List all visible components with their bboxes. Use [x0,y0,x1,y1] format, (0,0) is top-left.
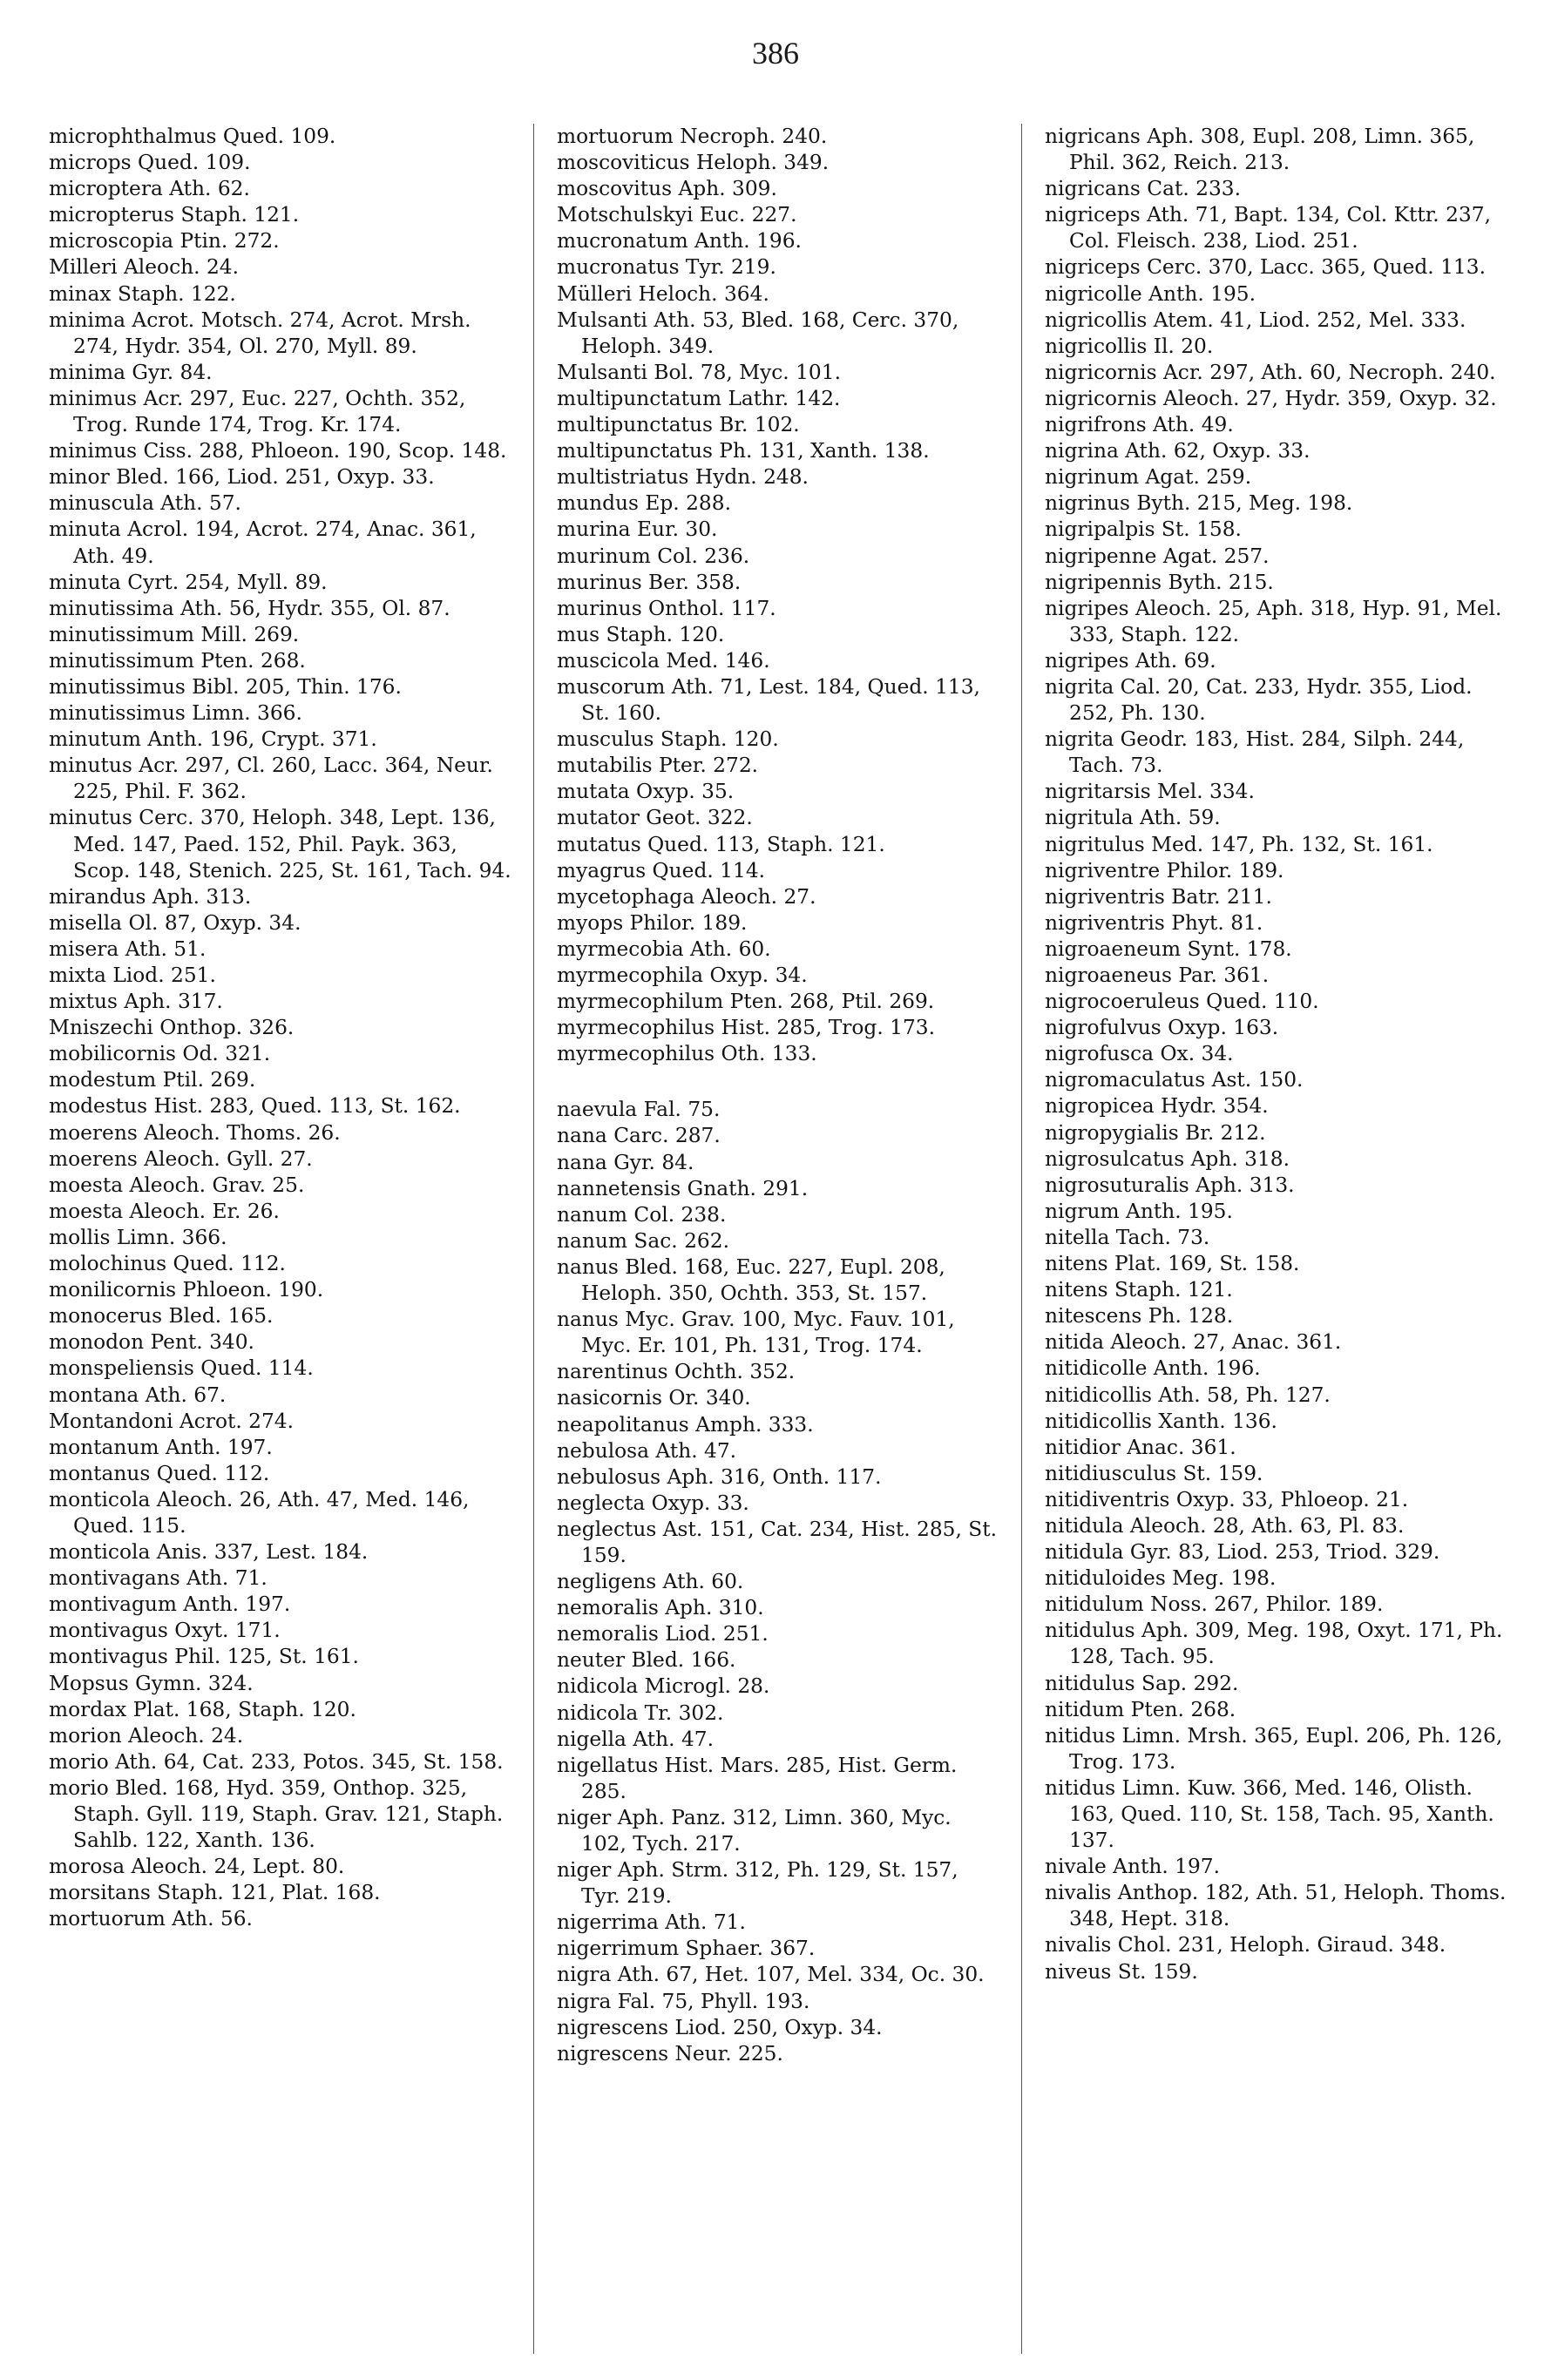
index-entry: montanus Qued. 112. [49,1461,270,1485]
index-entry: mutator Geot. 322. [557,806,753,830]
index-entry: morio Ath. 64, Cat. 233, Potos. 345, St. 158. [49,1749,504,1774]
index-entry: moesta Aleoch. Grav. 25. [49,1173,305,1197]
index-entry: moerens Aleoch. Gyll. 27. [49,1146,313,1171]
index-entry: nemoralis Liod. 251. [557,1622,769,1646]
index-entry: montana Ath. 67. [49,1383,227,1407]
index-entry: nitidiusculus St. 159. [1045,1461,1263,1485]
index-entry: nivalis Chol. 231, Heloph. Giraud. 348. [1045,1933,1446,1957]
index-entry: nanum Sac. 262. [557,1228,729,1253]
index-entry: myrmecophilus Hist. 285, Trog. 173. [557,1016,935,1040]
index-entry: nigripes Ath. 69. [1045,648,1216,673]
index-entry: murinus Ber. 358. [557,570,742,594]
index-entry: nigrofulvus Oxyp. 163. [1045,1016,1279,1040]
index-entry: montivagus Phil. 125, St. 161. [49,1645,359,1669]
index-entry: neglecta Oxyp. 33. [557,1491,749,1515]
index-entry: nanus Myc. Grav. 100, Myc. Fauv. 101, Myc. Er. 101, Ph. 131, Trog. 174. [557,1308,955,1358]
index-entry: micropterus Staph. 121. [49,203,300,227]
index-entry: nigripenne Agat. 257. [1045,544,1270,568]
index-entry: nigrina Ath. 62, Oxyp. 33. [1045,439,1311,463]
index-entry: moscoviticus Heloph. 349. [557,151,830,175]
index-entry: nigella Ath. 47. [557,1727,714,1751]
index-entry: Milleri Aleoch. 24. [49,255,239,280]
index-entry: nigricans Cat. 233. [1045,177,1242,201]
index-entry: morsitans Staph. 121, Plat. 168. [49,1881,381,1905]
index-entry: nitidus Limn. Mrsh. 365, Eupl. 206, Ph. 126, Trog. 173. [1045,1723,1503,1774]
index-entry: mus Staph. 120. [557,622,725,646]
index-entry: mucronatum Anth. 196. [557,229,802,254]
index-entry: mutatus Qued. 113, Staph. 121. [557,832,885,856]
index-entry: naevula Fal. 75. [557,1098,721,1122]
index-entry: nigerrimum Sphaer. 367. [557,1937,816,1961]
index-entry: neglectus Ast. 151, Cat. 234, Hist. 285, St. 159. [557,1517,998,1567]
index-entry: nigrita Geodr. 183, Hist. 284, Silph. 244, Tach. 73. [1045,727,1465,778]
index-entry: minuscula Ath. 57. [49,491,241,516]
index-entry: mundus Ep. 288. [557,491,731,516]
index-entry: morio Bled. 168, Hyd. 359, Onthop. 325, Staph. Gyll. 119, Staph. Grav. 121, Staph. Sahlb. 122, Xanth. 136. [49,1775,504,1853]
index-entry: myagrus Qued. 114. [557,858,766,882]
index-entry: microps Qued. 109. [49,151,251,175]
index-entry: nitidicollis Ath. 58, Ph. 127. [1045,1383,1331,1407]
index-entry: mollis Limn. 366. [49,1225,227,1249]
index-entry: minimus Acr. 297, Euc. 227, Ochth. 352, Trog. Runde 174, Trog. Kr. 174. [49,386,466,437]
index-entry: nigrinum Agat. 259. [1045,465,1252,490]
index-entry: nigricans Aph. 308, Eupl. 208, Limn. 365, Phil. 362, Reich. 213. [1045,125,1475,175]
index-entry: nebulosa Ath. 47. [557,1438,737,1463]
index-entry: nana Gyr. 84. [557,1150,694,1174]
index-entry: nitidus Limn. Kuw. 366, Med. 146, Olisth. 163, Qued. 110, St. 158, Tach. 95, Xanth. 137. [1045,1775,1494,1853]
index-entry: montivagum Anth. 197. [49,1592,291,1617]
index-entry: nitidula Gyr. 83, Liod. 253, Triod. 329. [1045,1540,1440,1565]
index-entry: mordax Plat. 168, Staph. 120. [49,1697,356,1721]
index-entry: nidicola Tr. 302. [557,1700,724,1725]
index-entry: moscovitus Aph. 309. [557,177,777,201]
index-entry: nigricornis Aleoch. 27, Hydr. 359, Oxyp. 32. [1045,386,1497,410]
index-entry: microphthalmus Qued. 109. [49,125,336,148]
index-entry: Montandoni Acrot. 274. [49,1409,295,1433]
index-entry: nitidulus Aph. 309, Meg. 198, Oxyt. 171, Ph. 128, Tach. 95. [1045,1619,1503,1669]
index-entry: neapolitanus Amph. 333. [557,1412,814,1437]
index-entry: nigriceps Cerc. 370, Lacc. 365, Qued. 113. [1045,255,1486,280]
index-entry: nitidum Pten. 268. [1045,1697,1236,1721]
index-entry: muscicola Med. 146. [557,648,770,673]
index-entry: nivale Anth. 197. [1045,1855,1221,1879]
index-entry: nigriventre Philor. 189. [1045,858,1284,882]
index-entry: nigripes Aleoch. 25, Aph. 318, Hyp. 91, Mel. 333, Staph. 122. [1045,596,1502,646]
index-entry: nigrifrons Ath. 49. [1045,413,1234,437]
index-entry: nigrinus Byth. 215, Meg. 198. [1045,491,1353,516]
index-entry: nitidior Anac. 361. [1045,1435,1236,1459]
index-entry: mutabilis Pter. 272. [557,754,759,778]
index-columns [49,124,1509,2354]
index-entry: mucronatus Tyr. 219. [557,255,776,280]
index-entry: mutata Oxyp. 35. [557,780,735,804]
index-entry: Mulsanti Ath. 53, Bled. 168, Cerc. 370, Heloph. 349. [557,308,959,358]
index-entry: minimus Ciss. 288, Phloeon. 190, Scop. 148. [49,439,507,463]
index-entry: minutus Acr. 297, Cl. 260, Lacc. 364, Neur. 225, Phil. F. 362. [49,754,493,804]
index-entry: nigra Fal. 75, Phyll. 193. [557,1989,810,2013]
index-entry: nitiduloides Meg. 198. [1045,1566,1277,1591]
index-entry: mobilicornis Od. 321. [49,1042,271,1066]
index-entry: morion Aleoch. 24. [49,1723,244,1748]
index-entry: minima Acrot. Motsch. 274, Acrot. Mrsh. 274, Hydr. 354, Ol. 270, Myll. 89. [49,308,471,358]
index-entry: nitidulum Noss. 267, Philor. 189. [1045,1592,1384,1617]
index-entry: minuta Acrol. 194, Acrot. 274, Anac. 361, Ath. 49. [49,517,477,568]
index-entry: nigripennis Byth. 215. [1045,570,1274,594]
index-entry: mixta Liod. 251. [49,963,216,987]
index-entry: nitidulus Sap. 292. [1045,1671,1239,1695]
index-entry: nitidiventris Oxyp. 33, Phloeop. 21. [1045,1487,1409,1511]
index-entry: monspeliensis Qued. 114. [49,1356,314,1381]
index-entry: nigrita Cal. 20, Cat. 233, Hydr. 355, Liod. 252, Ph. 130. [1045,674,1473,726]
index-entry: mirandus Aph. 313. [49,884,252,909]
index-entry: minutissimus Limn. 366. [49,701,302,726]
index-entry: multipunctatus Br. 102. [557,413,800,437]
index-entry: montivagans Ath. 71. [49,1566,268,1591]
index-entry: nigrosuturalis Aph. 313. [1045,1173,1295,1197]
index-entry: niger Aph. Strm. 312, Ph. 129, St. 157, Tyr. 219. [557,1858,958,1909]
index-entry: montanum Anth. 197. [49,1435,273,1459]
index-entry: myrmecophila Oxyp. 34. [557,963,808,987]
index-entry: misella Ol. 87, Oxyp. 34. [49,910,301,935]
index-entry: niveus St. 159. [1045,1959,1198,1984]
index-entry: myops Philor. 189. [557,910,748,935]
index-entry: Mulsanti Bol. 78, Myc. 101. [557,360,841,384]
index-entry: nitidula Aleoch. 28, Ath. 63, Pl. 83. [1045,1513,1405,1538]
index-entry: negligens Ath. 60. [557,1570,744,1594]
index-entry: nigricollis Il. 20. [1045,334,1214,358]
index-entry: multipunctatum Lathr. 142. [557,386,841,410]
index-entry: nannetensis Gnath. 291. [557,1176,809,1200]
index-entry: Mülleri Heloch. 364. [557,281,769,306]
index-entry: nigrescens Liod. 250, Oxyp. 34. [557,2015,883,2039]
index-entry: microscopia Ptin. 272. [49,229,280,254]
index-entry: myrmecobia Ath. 60. [557,936,771,961]
index-entry: nigrescens Neur. 225. [557,2041,783,2066]
index-entry: multistriatus Hydn. 248. [557,465,809,490]
index-entry: nana Carc. 287. [557,1124,721,1148]
index-entry: nidicola Microgl. 28. [557,1674,770,1699]
index-entry: narentinus Ochth. 352. [557,1360,796,1384]
index-entry: nigropicea Hydr. 354. [1045,1094,1269,1119]
index-entry: mixtus Aph. 317. [49,990,223,1014]
index-entry: nigricornis Acr. 297, Ath. 60, Necroph. 240. [1045,360,1496,384]
index-entry: Mopsus Gymn. 324. [49,1671,254,1695]
index-entry: musculus Staph. 120. [557,727,779,752]
index-entry: microptera Ath. 62. [49,177,250,201]
index-entry: nitidicolle Anth. 196. [1045,1356,1261,1381]
index-entry: nigritulus Med. 147, Ph. 132, St. 161. [1045,832,1433,856]
index-entry: minutissimum Mill. 269. [49,622,300,646]
index-column-3 [1021,124,1509,2354]
index-entry: mortuorum Necroph. 240. [557,125,828,148]
index-entry: myrmecophilus Oth. 133. [557,1042,817,1066]
index-entry: minuta Cyrt. 254, Myll. 89. [49,570,328,594]
index-entry: nivalis Anthop. 182, Ath. 51, Heloph. Thoms. 348, Hept. 318. [1045,1881,1507,1931]
index-entry: nebulosus Aph. 316, Onth. 117. [557,1464,882,1489]
index-entry: moerens Aleoch. Thoms. 26. [49,1120,341,1145]
index-entry: nasicornis Or. 340. [557,1386,751,1410]
index-entry: nanum Col. 238. [557,1202,727,1227]
index-entry: nigroaeneus Par. 361. [1045,963,1270,987]
index-entry: nitescens Ph. 128. [1045,1304,1234,1329]
index-entry: nemoralis Aph. 310. [557,1596,764,1620]
index-entry: minutissimum Pten. 268. [49,648,306,673]
index-entry: modestum Ptil. 269. [49,1068,256,1092]
index-entry: Motschulskyi Euc. 227. [557,203,797,227]
index-entry: minutus Cerc. 370, Heloph. 348, Lept. 136, Med. 147, Paed. 152, Phil. Payk. 363, Scop. 148, Stenich. 225, St. 161, Tach. 94. [49,806,511,882]
index-entry: nigerrima Ath. 71. [557,1910,746,1935]
index-entry: nitens Staph. 121. [1045,1278,1233,1302]
page-number: 386 [752,36,799,71]
index-entry: neuter Bled. 166. [557,1648,736,1673]
index-entry: molochinus Qued. 112. [49,1252,286,1276]
index-entry: multipunctatus Ph. 131, Xanth. 138. [557,439,930,463]
index-entry: mycetophaga Aleoch. 27. [557,884,816,909]
index-entry: nigritula Ath. 59. [1045,806,1221,830]
index-entry: nigriceps Ath. 71, Bapt. 134, Col. Kttr. 237, Col. Fleisch. 238, Liod. 251. [1045,203,1491,254]
index-entry: nigroaeneum Synt. 178. [1045,936,1292,961]
index-entry: murina Eur. 30. [557,517,718,542]
index-entry: nigrosulcatus Aph. 318. [1045,1146,1290,1171]
index-entry: nigriventris Phyt. 81. [1045,910,1263,935]
index-entry: nigriventris Batr. 211. [1045,884,1272,909]
index-entry: nitida Aleoch. 27, Anac. 361. [1045,1330,1342,1355]
index-entry: mortuorum Ath. 56. [49,1907,253,1931]
index-entry: niger Aph. Panz. 312, Limn. 360, Myc. 102, Tych. 217. [557,1805,952,1856]
index-entry: moesta Aleoch. Er. 26. [49,1199,280,1223]
index-entry: modestus Hist. 283, Qued. 113, St. 162. [49,1094,461,1119]
index-entry: monticola Anis. 337, Lest. 184. [49,1540,369,1565]
index-entry: minutum Anth. 196, Crypt. 371. [49,727,377,752]
index-column-2 [533,124,1021,2354]
index-entry: monilicornis Phloeon. 190. [49,1278,324,1302]
index-entry: nitens Plat. 169, St. 158. [1045,1252,1300,1276]
index-entry: nigrum Anth. 195. [1045,1199,1233,1223]
index-entry: minutissima Ath. 56, Hydr. 355, Ol. 87. [49,596,450,620]
index-entry: nigrofusca Ox. 34. [1045,1042,1234,1066]
index-entry: minima Gyr. 84. [49,360,213,384]
index-entry: nitella Tach. 73. [1045,1225,1210,1249]
index-entry: monticola Aleoch. 26, Ath. 47, Med. 146, Qued. 115. [49,1487,470,1538]
index-entry: nigritarsis Mel. 334. [1045,780,1255,804]
index-entry: myrmecophilum Pten. 268, Ptil. 269. [557,990,935,1014]
index-entry: nitidicollis Xanth. 136. [1045,1409,1277,1433]
index-entry: nigra Ath. 67, Het. 107, Mel. 334, Oc. 30. [557,1963,985,1987]
index-entry: nigellatus Hist. Mars. 285, Hist. Germ. 285. [557,1753,958,1803]
index-entry: Mniszechi Onthop. 326. [49,1016,295,1040]
index-entry: nigricollis Atem. 41, Liod. 252, Mel. 333. [1045,308,1466,332]
index-entry: nanus Bled. 168, Euc. 227, Eupl. 208, Heloph. 350, Ochth. 353, St. 157. [557,1254,945,1306]
index-entry: nigrocoeruleus Qued. 110. [1045,990,1319,1014]
index-entry: murinus Onthol. 117. [557,596,776,620]
index-entry: minor Bled. 166, Liod. 251, Oxyp. 33. [49,465,435,490]
index-entry: montivagus Oxyt. 171. [49,1619,281,1643]
index-entry: nigricolle Anth. 195. [1045,281,1256,306]
index-entry: morosa Aleoch. 24, Lept. 80. [49,1855,345,1879]
index-entry: monodon Pent. 340. [49,1330,254,1355]
index-entry: nigropygialis Br. 212. [1045,1120,1266,1145]
index-column-1 [49,124,533,2354]
index-entry: minutissimus Bibl. 205, Thin. 176. [49,674,402,699]
index-entry: monocerus Bled. 165. [49,1304,274,1329]
index-entry: minax Staph. 122. [49,281,236,306]
index-entry: nigripalpis St. 158. [1045,517,1242,542]
index-entry: misera Ath. 51. [49,936,207,961]
index-entry: murinum Col. 236. [557,544,750,568]
index-entry: nigromaculatus Ast. 150. [1045,1068,1304,1092]
index-entry: muscorum Ath. 71, Lest. 184, Qued. 113, St. 160. [557,674,980,726]
